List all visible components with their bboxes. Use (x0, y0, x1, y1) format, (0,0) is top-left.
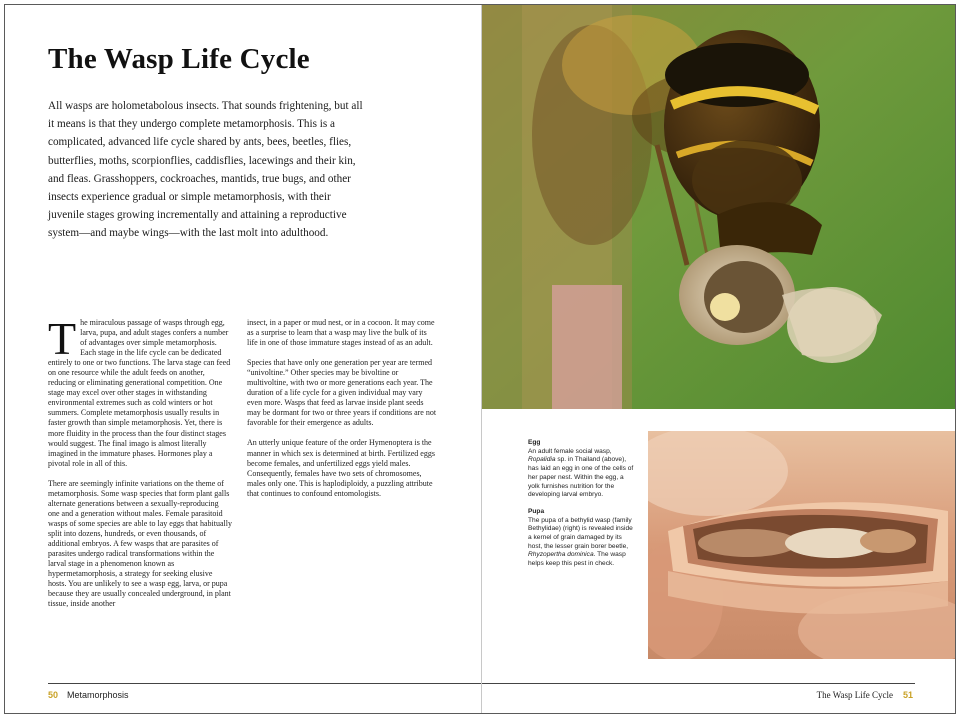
right-page (482, 5, 955, 713)
caption-egg (528, 439, 636, 500)
left-footer (5, 683, 481, 713)
drop-cap: T (48, 313, 77, 364)
caption-text-part: sp. in Thailand (above), has laid an egg in one of the cells of her paper nest. Within the egg, a yolk furnishes nutrition for the developing larval embryo. (528, 456, 634, 499)
body-paragraph (48, 313, 232, 469)
footer-rule (482, 683, 915, 684)
body-column-2 (247, 318, 437, 509)
body-text: he miraculous passage of wasps through egg, larva, pupa, and adult stages confers a number of advantages over simple metamorphosis. Each stage in the life cycle can be dedicated entirely to one or two functions. The larva stage can feed on one resource while the adult feeds on another, reducing or eliminating generational competition. One stage may excel over other stages in withstanding environmental extremes such as cold winters or hot summers. Complete metamorphosis usually results in faster growth than simple metamorphosis. Yet, there is more fluidity in the process than the four distinct stages would suggest. The final imago is almost literally imagined in the immature phases. Hormones play a pivotal role in all of this. (48, 318, 231, 468)
pupa-in-grain-photo (648, 431, 955, 659)
running-head: Metamorphosis (67, 690, 129, 700)
caption-text-part: An adult female social wasp, (528, 447, 612, 455)
page-title: The Wasp Life Cycle (48, 43, 310, 75)
book-spread (4, 4, 956, 714)
species-name: Ropalidia (528, 456, 556, 464)
caption-text (528, 517, 636, 569)
footer-rule (48, 683, 481, 684)
body-paragraph: insect, in a paper or mud nest, or in a cocoon. It may come as a surprise to learn that a wasp may live the bulk of its life in one of those immature stages instead of as an adult. (247, 318, 435, 348)
caption-title: Pupa (528, 507, 545, 515)
page-number: 51 (902, 690, 913, 700)
body-paragraph: An utterly unique feature of the order Hymenoptera is the manner in which sex is determined at birth. Fertilized eggs become females, and unfertilized eggs yield males. Consequently, females have two sets of chromosomes, males only one. This is haplodiploidy, a puzzling attribute that continues to confound entomologists. (247, 438, 435, 498)
body-column-1 (48, 313, 232, 619)
intro-paragraph: All wasps are holometabolous insects. That sounds frightening, but all it means is that they undergo complete metamorphosis. This is a complicated, advanced life cycle shared by ants, bees, beetles, flies, butterflies, moths, scorpionflies, caddisflies, lacewings and their kin, and fleas. Grasshoppers, cockroaches, mantids, true bugs, and other insects experience gradual or simple metamorphosis, with their juvenile stages growing incrementally and attaining a reproductive system—and maybe wings—with the last molt into adulthood. (48, 100, 363, 240)
body-paragraph: Species that have only one generation per year are termed “univoltine.” Other species may be bivoltine or multivoltine, with two or more generations each year. The duration of a life cycle for a given individual may vary even more. Wasps that feed as larvae inside plant seeds may be dormant for two or three years if conditions are not favorable for their emergence as adults. (247, 358, 437, 428)
page-number: 50 (48, 690, 59, 700)
right-footer (482, 683, 955, 713)
species-name: Rhyzopertha dominica (528, 551, 594, 559)
photo-captions (528, 439, 636, 577)
left-page (5, 5, 481, 713)
caption-pupa (528, 508, 636, 569)
wasp-egg-photo (482, 5, 955, 409)
caption-text-part: . The wasp helps keep this pest in check. (528, 551, 626, 568)
running-head: The Wasp Life Cycle (816, 690, 893, 700)
caption-text-part: The pupa of a bethylid wasp (family Bethylidae) (right) is revealed inside a kernel of grain damaged by its host, the lesser grain borer beetle, (528, 516, 633, 550)
caption-text (528, 448, 636, 500)
body-paragraph: There are seemingly infinite variations on the theme of metamorphosis. Some wasp species that form plant galls alternate generations between a sexually-reproducing one and a generation without males. Female parasitoid wasps of some species are able to lay eggs that habitually split into dozens, hundreds, or even thousands, of additional embryos. A few wasps that are parasites of parasites undergo radical transformations within the larval stage in a phenomenon known as hypermetamorphosis, a strategy for seeking elusive hosts. You are unlikely to see a wasp egg, larva, or pupa because they are usually concealed underground, in plant tissue, inside another (48, 478, 232, 609)
caption-title: Egg (528, 439, 541, 446)
